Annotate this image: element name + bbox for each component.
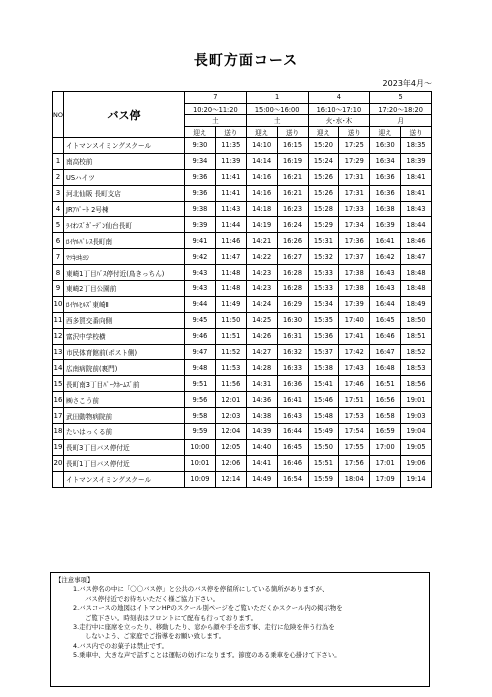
time-cell: 17:09 (370, 471, 401, 487)
time-cell: 16:43 (370, 281, 401, 297)
time-cell: 17:33 (339, 201, 370, 217)
time-cell: 16:39 (370, 217, 401, 233)
time-cell: 16:21 (277, 169, 308, 185)
note-line: 2.バスコースの地図はイトマンHPのスクール別ページをご覧いただくかスクール内の掲示物を (73, 604, 343, 613)
course-number: 7 (185, 92, 247, 104)
stop-name: 長町3丁目バス停付近 (64, 439, 185, 455)
time-cell: 16:31 (277, 328, 308, 344)
time-cell: 17:00 (370, 439, 401, 455)
time-cell: 17:53 (339, 408, 370, 424)
stop-name: ﾗｲｵﾝｽﾞｶﾞｰﾃﾞﾝ仙台長町 (64, 217, 185, 233)
table-row (53, 392, 432, 408)
time-cell: 11:51 (215, 328, 246, 344)
time-cell: 17:38 (339, 281, 370, 297)
time-cell: 18:39 (401, 153, 432, 169)
note-line: 1.バス停名の中に「〇〇バス停」と公共のバス停を停留所にしている箇所がありますが、 (73, 585, 329, 594)
time-cell: 15:28 (308, 201, 339, 217)
stop-number: 6 (53, 233, 64, 249)
time-cell: 15:46 (308, 392, 339, 408)
time-cell: 16:45 (370, 312, 401, 328)
table-row (53, 439, 432, 455)
time-cell: 14:36 (246, 392, 277, 408)
stop-number: 13 (53, 344, 64, 360)
stop-name: 河北仙販 長町支店 (64, 185, 185, 201)
time-cell: 14:24 (246, 296, 277, 312)
table-row (53, 328, 432, 344)
pickup-header: 迎え (370, 126, 401, 138)
time-cell: 9:51 (185, 376, 216, 392)
time-cell: 14:21 (246, 233, 277, 249)
table-row (53, 138, 432, 154)
time-cell: 14:16 (246, 169, 277, 185)
time-range: 16:10～17:10 (308, 103, 370, 115)
time-cell: 16:44 (370, 296, 401, 312)
time-cell: 14:23 (246, 281, 277, 297)
time-cell: 16:34 (370, 153, 401, 169)
time-cell: 15:38 (308, 360, 339, 376)
time-cell: 11:46 (215, 233, 246, 249)
stop-name: 長町南3丁目ﾊﾟｰｸﾎｰﾑｽﾞ前 (64, 376, 185, 392)
time-cell: 11:43 (215, 201, 246, 217)
time-cell: 14:18 (246, 201, 277, 217)
time-cell: 15:59 (308, 471, 339, 487)
time-cell: 17:38 (339, 265, 370, 281)
note-line: ご覧下さい。時刻表はフロントにて配布も行っております。 (85, 613, 258, 622)
time-cell: 16:45 (277, 439, 308, 455)
stop-number: 18 (53, 424, 64, 440)
stop-number: 19 (53, 439, 64, 455)
time-cell: 11:41 (215, 169, 246, 185)
time-cell: 11:39 (215, 153, 246, 169)
time-cell: 16:38 (370, 201, 401, 217)
time-cell: 18:35 (401, 138, 432, 154)
time-range: 17:20～18:20 (370, 103, 432, 115)
time-cell: 16:36 (277, 376, 308, 392)
time-cell: 16:41 (370, 233, 401, 249)
time-cell: 16:33 (277, 360, 308, 376)
time-cell: 17:25 (339, 138, 370, 154)
time-cell: 12:06 (215, 455, 246, 471)
time-cell: 14:19 (246, 217, 277, 233)
time-cell: 16:43 (277, 408, 308, 424)
time-cell: 16:30 (370, 138, 401, 154)
stop-header: バス停 (64, 92, 185, 138)
time-cell: 19:05 (401, 439, 432, 455)
stop-name: 富沢中学校横 (64, 328, 185, 344)
stop-number: 16 (53, 392, 64, 408)
time-cell: 14:26 (246, 328, 277, 344)
time-cell: 11:47 (215, 249, 246, 265)
time-cell: 16:51 (370, 376, 401, 392)
time-cell: 18:41 (401, 185, 432, 201)
stop-name: イトマンスイミングスクール (64, 471, 185, 487)
table-row (53, 217, 432, 233)
note-line: 4.バス内でのお菓子は禁止です。 (73, 641, 169, 650)
time-cell: 16:24 (277, 217, 308, 233)
time-cell: 15:20 (308, 138, 339, 154)
time-cell: 17:36 (339, 233, 370, 249)
pickup-header: 迎え (246, 126, 277, 138)
notes-heading: 【注意事項】 (55, 576, 94, 584)
time-cell: 15:33 (308, 281, 339, 297)
time-cell: 9:56 (185, 392, 216, 408)
time-cell: 15:37 (308, 344, 339, 360)
time-cell: 14:25 (246, 312, 277, 328)
time-cell: 14:10 (246, 138, 277, 154)
stop-number: 3 (53, 185, 64, 201)
time-cell: 12:01 (215, 392, 246, 408)
time-cell: 14:38 (246, 408, 277, 424)
time-cell: 17:29 (339, 153, 370, 169)
time-cell: 12:05 (215, 439, 246, 455)
table-row (53, 455, 432, 471)
time-cell: 9:43 (185, 265, 216, 281)
stop-number: 7 (53, 249, 64, 265)
stop-number: 10 (53, 296, 64, 312)
time-cell: 18:50 (401, 312, 432, 328)
stop-name: ﾛｲﾔﾙﾋﾙｽﾞ東崎Ⅱ (64, 296, 185, 312)
time-cell: 17:37 (339, 249, 370, 265)
note-line: バス停付近でお待ちいただく様ご協力下さい。 (85, 594, 220, 603)
dropoff-header: 送り (215, 126, 246, 138)
time-range: 10:20～11:20 (185, 103, 247, 115)
time-cell: 9:43 (185, 281, 216, 297)
time-cell: 16:23 (277, 201, 308, 217)
time-cell: 19:14 (401, 471, 432, 487)
table-row (53, 296, 432, 312)
time-cell: 18:41 (401, 169, 432, 185)
course-number: 1 (246, 92, 308, 104)
time-cell: 14:22 (246, 249, 277, 265)
page-title: 長町方面コース (193, 53, 299, 69)
time-cell: 16:47 (370, 344, 401, 360)
table-row (53, 312, 432, 328)
stop-number (53, 138, 64, 154)
time-cell: 15:24 (308, 153, 339, 169)
day-label: 月 (370, 115, 432, 127)
table-row (53, 424, 432, 440)
time-cell: 15:26 (308, 185, 339, 201)
time-cell: 14:23 (246, 265, 277, 281)
time-cell: 16:27 (277, 249, 308, 265)
time-cell: 14:27 (246, 344, 277, 360)
time-cell: 9:59 (185, 424, 216, 440)
effective-date: 2023年4月～ (382, 79, 432, 88)
time-cell: 14:31 (246, 376, 277, 392)
time-cell: 17:34 (339, 217, 370, 233)
time-cell: 15:31 (308, 233, 339, 249)
time-cell: 18:53 (401, 360, 432, 376)
time-cell: 18:56 (401, 376, 432, 392)
time-cell: 9:45 (185, 312, 216, 328)
time-cell: 14:16 (246, 185, 277, 201)
time-cell: 15:35 (308, 312, 339, 328)
time-cell: 17:43 (339, 360, 370, 376)
time-cell: 11:56 (215, 376, 246, 392)
time-cell: 11:53 (215, 360, 246, 376)
time-cell: 16:46 (370, 328, 401, 344)
time-cell: 14:14 (246, 153, 277, 169)
time-cell: 9:39 (185, 217, 216, 233)
stop-number: 12 (53, 328, 64, 344)
dropoff-header: 送り (401, 126, 432, 138)
time-cell: 19:04 (401, 424, 432, 440)
note-line: しないよう、ご家庭でご指導をお願い致します。 (85, 632, 226, 641)
time-cell: 18:48 (401, 281, 432, 297)
time-cell: 15:49 (308, 424, 339, 440)
day-label: 火･水･木 (308, 115, 370, 127)
time-cell: 16:59 (370, 424, 401, 440)
stop-number: 20 (53, 455, 64, 471)
time-cell: 12:14 (215, 471, 246, 487)
time-cell: 12:04 (215, 424, 246, 440)
stop-name: 西多賀交番向側 (64, 312, 185, 328)
time-cell: 9:36 (185, 169, 216, 185)
table-row (53, 360, 432, 376)
time-cell: 9:34 (185, 153, 216, 169)
stop-name: 長町1丁目バス停付近 (64, 455, 185, 471)
notes-box (50, 572, 430, 687)
time-cell: 17:40 (339, 312, 370, 328)
stop-name: JRｱﾊﾟｰﾄ 2号棟 (64, 201, 185, 217)
time-cell: 17:31 (339, 169, 370, 185)
time-cell: 16:30 (277, 312, 308, 328)
time-cell: 16:21 (277, 185, 308, 201)
time-cell: 18:43 (401, 201, 432, 217)
time-cell: 17:31 (339, 185, 370, 201)
stop-name: ㈱さこう前 (64, 392, 185, 408)
stop-number (53, 471, 64, 487)
time-cell: 14:39 (246, 424, 277, 440)
time-cell: 16:15 (277, 138, 308, 154)
time-cell: 9:47 (185, 344, 216, 360)
time-cell: 16:58 (370, 408, 401, 424)
dropoff-header: 送り (277, 126, 308, 138)
stop-number: 1 (53, 153, 64, 169)
time-cell: 11:48 (215, 265, 246, 281)
time-cell: 9:36 (185, 185, 216, 201)
time-cell: 14:28 (246, 360, 277, 376)
time-cell: 9:42 (185, 249, 216, 265)
time-cell: 17:46 (339, 376, 370, 392)
time-cell: 16:41 (277, 392, 308, 408)
time-cell: 10:09 (185, 471, 216, 487)
day-label: 土 (246, 115, 308, 127)
stop-name: ﾛｲﾔﾙﾊﾟﾚｽ長町南 (64, 233, 185, 249)
time-cell: 14:41 (246, 455, 277, 471)
stop-number: 15 (53, 376, 64, 392)
time-cell: 15:32 (308, 249, 339, 265)
time-cell: 17:54 (339, 424, 370, 440)
stop-number: 11 (53, 312, 64, 328)
table-row (53, 249, 432, 265)
time-cell: 15:33 (308, 265, 339, 281)
stop-name: 市民体育館前(ポスト側) (64, 344, 185, 360)
time-cell: 19:03 (401, 408, 432, 424)
table-row (53, 201, 432, 217)
stop-name: 東崎1丁目ﾊﾞｽ停付近(鳥きっちん) (64, 265, 185, 281)
time-cell: 15:51 (308, 455, 339, 471)
table-row (53, 344, 432, 360)
stop-number: 5 (53, 217, 64, 233)
course-number: 4 (308, 92, 370, 104)
time-range: 15:00～16:00 (246, 103, 308, 115)
time-cell: 15:36 (308, 328, 339, 344)
stop-number: 4 (53, 201, 64, 217)
time-cell: 17:39 (339, 296, 370, 312)
time-cell: 9:46 (185, 328, 216, 344)
stop-number: 14 (53, 360, 64, 376)
time-cell: 16:48 (370, 360, 401, 376)
pickup-header: 迎え (308, 126, 339, 138)
time-cell: 16:44 (277, 424, 308, 440)
table-row (53, 408, 432, 424)
time-cell: 16:29 (277, 296, 308, 312)
table-row (53, 233, 432, 249)
stop-name: USハイツ (64, 169, 185, 185)
note-line: 3.走行中に座席を立ったり、移動したり、窓から顔や手を出す事、走行に危険を伴う行為を (73, 623, 335, 632)
stop-name: 広南病院前(裏門) (64, 360, 185, 376)
time-cell: 11:52 (215, 344, 246, 360)
time-cell: 9:41 (185, 233, 216, 249)
time-cell: 16:28 (277, 281, 308, 297)
timetable (52, 91, 432, 488)
time-cell: 11:35 (215, 138, 246, 154)
table-row (53, 153, 432, 169)
time-cell: 18:47 (401, 249, 432, 265)
time-cell: 17:41 (339, 328, 370, 344)
time-cell: 15:26 (308, 169, 339, 185)
time-cell: 14:40 (246, 439, 277, 455)
no-header: NO (53, 92, 64, 138)
time-cell: 16:54 (277, 471, 308, 487)
time-cell: 10:00 (185, 439, 216, 455)
time-cell: 19:06 (401, 455, 432, 471)
time-cell: 18:48 (401, 265, 432, 281)
time-cell: 18:49 (401, 296, 432, 312)
time-cell: 15:48 (308, 408, 339, 424)
time-cell: 16:46 (277, 455, 308, 471)
table-row (53, 169, 432, 185)
time-cell: 9:44 (185, 296, 216, 312)
pickup-header: 迎え (185, 126, 216, 138)
day-label: 土 (185, 115, 247, 127)
stop-name: 南高校前 (64, 153, 185, 169)
time-cell: 11:50 (215, 312, 246, 328)
time-cell: 16:19 (277, 153, 308, 169)
time-cell: 16:36 (370, 185, 401, 201)
time-cell: 9:48 (185, 360, 216, 376)
time-cell: 11:41 (215, 185, 246, 201)
table-row (53, 471, 432, 487)
time-cell: 16:36 (370, 169, 401, 185)
stop-number: 17 (53, 408, 64, 424)
time-cell: 16:56 (370, 392, 401, 408)
time-cell: 15:50 (308, 439, 339, 455)
stop-number: 2 (53, 169, 64, 185)
table-row (53, 265, 432, 281)
time-cell: 18:44 (401, 217, 432, 233)
time-cell: 11:48 (215, 281, 246, 297)
time-cell: 17:55 (339, 439, 370, 455)
time-cell: 16:26 (277, 233, 308, 249)
time-cell: 18:52 (401, 344, 432, 360)
time-cell: 11:44 (215, 217, 246, 233)
time-cell: 17:56 (339, 455, 370, 471)
time-cell: 15:29 (308, 217, 339, 233)
time-cell: 18:46 (401, 233, 432, 249)
time-cell: 14:49 (246, 471, 277, 487)
note-line: 5.乗車中、大きな声で話すことは運転の妨げになります。節度のある乗車を心掛けて下さい。 (73, 651, 341, 660)
stop-number: 8 (53, 265, 64, 281)
time-cell: 16:32 (277, 344, 308, 360)
time-cell: 9:58 (185, 408, 216, 424)
time-cell: 9:30 (185, 138, 216, 154)
time-cell: 16:43 (370, 265, 401, 281)
time-cell: 17:42 (339, 344, 370, 360)
time-cell: 17:01 (370, 455, 401, 471)
time-cell: 18:51 (401, 328, 432, 344)
stop-name: 東崎2丁目公園前 (64, 281, 185, 297)
time-cell: 16:42 (370, 249, 401, 265)
time-cell: 15:34 (308, 296, 339, 312)
time-cell: 18:04 (339, 471, 370, 487)
stop-name: ﾏﾂｷﾖｷﾖｼ (64, 249, 185, 265)
table-row (53, 376, 432, 392)
time-cell: 10:01 (185, 455, 216, 471)
course-number: 5 (370, 92, 432, 104)
stop-name: たいはっくる前 (64, 424, 185, 440)
time-cell: 9:38 (185, 201, 216, 217)
table-row (53, 185, 432, 201)
time-cell: 17:51 (339, 392, 370, 408)
time-cell: 12:03 (215, 408, 246, 424)
stop-name: イトマンスイミングスクール (64, 138, 185, 154)
time-cell: 11:49 (215, 296, 246, 312)
time-cell: 16:28 (277, 265, 308, 281)
dropoff-header: 送り (339, 126, 370, 138)
time-cell: 15:41 (308, 376, 339, 392)
time-cell: 19:01 (401, 392, 432, 408)
table-row (53, 281, 432, 297)
stop-number: 9 (53, 281, 64, 297)
stop-name: 武田動物病院前 (64, 408, 185, 424)
